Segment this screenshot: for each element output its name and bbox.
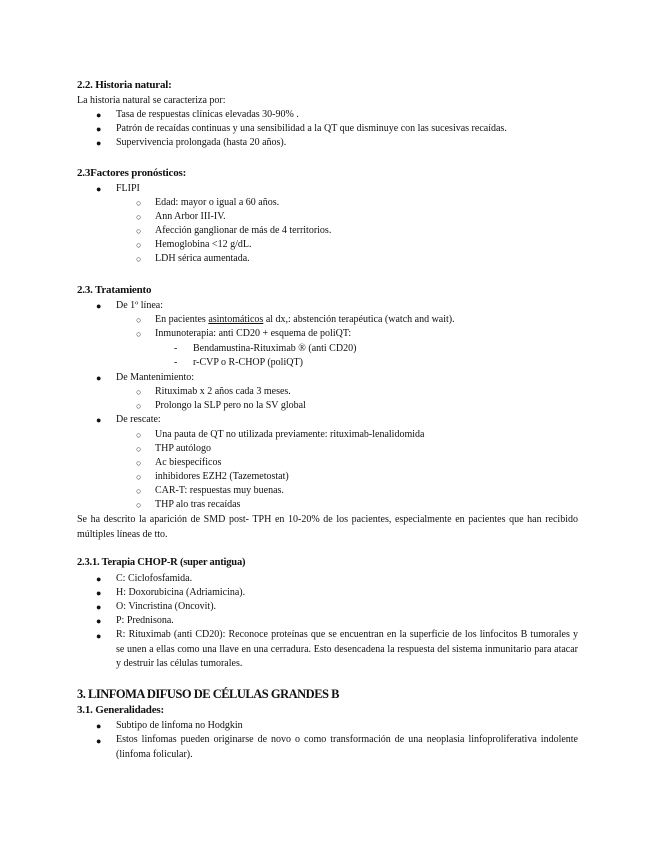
heading-generalidades: 3.1. Generalidades: xyxy=(77,704,164,716)
bullet-icon: ● xyxy=(96,138,102,148)
list-item-rituximab: R: Rituximab (anti CD20): Reconoce proteínas que se encuentran en la superficie de los linfocitos B tumorales y se unen a ellas como una llave en una cerradura. Esto desencadena la respuesta del sistema inmunitario para atacar y destruir las células tumorales. xyxy=(116,629,578,669)
circle-bullet-icon: ○ xyxy=(136,500,142,510)
circle-bullet-icon: ○ xyxy=(136,198,142,208)
circle-bullet-icon: ○ xyxy=(136,387,142,397)
sub-list-item: LDH sérica aumentada. xyxy=(155,253,250,264)
sub-item-prefix: En pacientes xyxy=(155,314,209,325)
list-item-flipi: FLIPI xyxy=(116,183,140,194)
circle-bullet-icon: ○ xyxy=(136,444,142,454)
sub-list-item: THP alo tras recaídas xyxy=(155,499,241,510)
sub-list-item: Una pauta de QT no utilizada previamente: rituximab-lenalidomida xyxy=(155,429,425,440)
bullet-icon: ● xyxy=(96,588,102,598)
list-item: C: Ciclofosfamida. xyxy=(116,573,193,584)
sub-list-item: Edad: mayor o igual a 60 años. xyxy=(155,197,280,208)
bullet-icon: ● xyxy=(96,631,102,641)
circle-bullet-icon: ○ xyxy=(136,458,142,468)
heading-historia-natural: 2.2. Historia natural: xyxy=(77,79,172,91)
heading-linfoma-difuso: 3. LINFOMA DIFUSO DE CÉLULAS GRANDES B xyxy=(77,687,339,701)
circle-bullet-icon: ○ xyxy=(136,254,142,264)
sub-list-item: Ann Arbor III-IV. xyxy=(155,211,226,222)
sub-list-item: CAR-T: respuestas muy buenas. xyxy=(155,485,284,496)
sub-sub-list-item: r-CVP o R-CHOP (poliQT) xyxy=(193,357,303,368)
list-item: Supervivencia prolongada (hasta 20 años). xyxy=(116,137,287,148)
circle-bullet-icon: ○ xyxy=(136,212,142,222)
bullet-icon: ● xyxy=(96,574,102,584)
list-item: H: Doxorubicina (Adriamicina). xyxy=(116,587,246,598)
sub-list-item: Afección ganglionar de más de 4 territorios. xyxy=(155,225,332,236)
bullet-icon: ● xyxy=(96,721,102,731)
heading-tratamiento: 2.3. Tratamiento xyxy=(77,284,152,296)
sub-item-suffix: al dx,: abstención terapéutica (watch and wait). xyxy=(263,314,455,325)
dash-bullet-icon: - xyxy=(174,343,178,354)
list-item: Tasa de respuestas clínicas elevadas 30-90% . xyxy=(116,109,299,120)
circle-bullet-icon: ○ xyxy=(136,486,142,496)
bullet-icon: ● xyxy=(96,124,102,134)
list-item: P: Prednisona. xyxy=(116,615,174,626)
sub-sub-list-item: Bendamustina-Rituximab ® (anti CD20) xyxy=(193,343,357,354)
list-item-maintenance: De Mantenimiento: xyxy=(116,372,195,383)
bullet-icon: ● xyxy=(96,373,102,383)
intro-text: La historia natural se caracteriza por: xyxy=(77,95,226,106)
bullet-icon: ● xyxy=(96,415,102,425)
list-item: Estos linfomas pueden originarse de novo o como transformación de una neoplasia linfoproliferativa indolente (linfoma folicular). xyxy=(116,734,578,760)
sub-list-item: THP autólogo xyxy=(155,443,212,454)
circle-bullet-icon: ○ xyxy=(136,430,142,440)
circle-bullet-icon: ○ xyxy=(136,401,142,411)
heading-chop-r: 2.3.1. Terapia CHOP-R (super antigua) xyxy=(77,557,246,568)
sub-list-item-asintomaticos xyxy=(155,314,455,326)
list-item-first-line: De 1º línea: xyxy=(116,300,163,311)
sub-list-item: Inmunoterapia: anti CD20 + esquema de poliQT: xyxy=(155,328,352,339)
circle-bullet-icon: ○ xyxy=(136,472,142,482)
bullet-icon: ● xyxy=(96,110,102,120)
bullet-icon: ● xyxy=(96,602,102,612)
list-item: Subtipo de linfoma no Hodgkin xyxy=(116,720,243,731)
bullet-icon: ● xyxy=(96,616,102,626)
list-item: O: Vincristina (Oncovit). xyxy=(116,601,217,612)
dash-bullet-icon: - xyxy=(174,357,178,368)
sub-list-item: Ac biespecíficos xyxy=(155,457,222,468)
list-item: Patrón de recaídas continuas y una sensibilidad a la QT que disminuye con las sucesivas recaídas. xyxy=(116,123,507,134)
circle-bullet-icon: ○ xyxy=(136,329,142,339)
paragraph-smd-note: Se ha descrito la aparición de SMD post- TPH en 10-20% de los pacientes, especialmente en pacientes que han recibido múltiples líneas de tto. xyxy=(77,514,578,540)
bullet-icon: ● xyxy=(96,184,102,194)
sub-list-item: Rituximab x 2 años cada 3 meses. xyxy=(155,386,291,397)
circle-bullet-icon: ○ xyxy=(136,315,142,325)
sub-list-item: Prolongo la SLP pero no la SV global xyxy=(155,400,306,411)
circle-bullet-icon: ○ xyxy=(136,240,142,250)
bullet-icon: ● xyxy=(96,736,102,746)
sub-list-item: Hemoglobina <12 g/dL. xyxy=(155,239,252,250)
circle-bullet-icon: ○ xyxy=(136,226,142,236)
heading-factores-pronosticos: 2.3Factores pronósticos: xyxy=(77,167,187,179)
sub-list-item: inhibidores EZH2 (Tazemetostat) xyxy=(155,471,289,482)
underlined-term: asintomáticos xyxy=(208,314,264,325)
list-item-rescue: De rescate: xyxy=(116,414,161,425)
bullet-icon: ● xyxy=(96,301,102,311)
